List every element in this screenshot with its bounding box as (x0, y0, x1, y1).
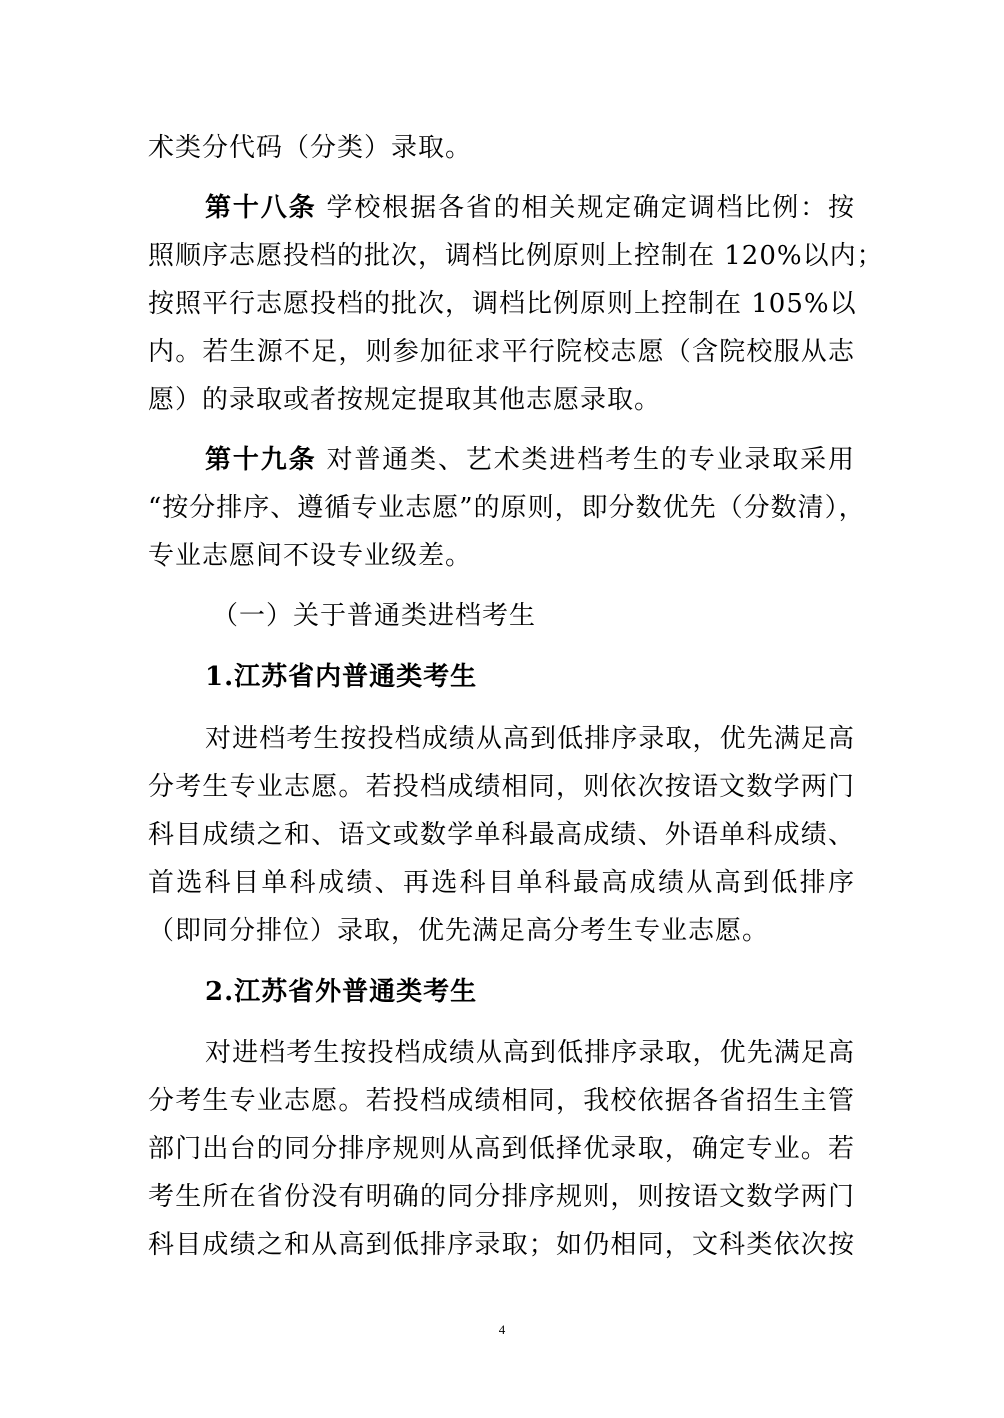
paragraph-line: “按分排序、遵循专业志愿”的原则，即分数优先（分数清）， (148, 493, 866, 523)
section-heading: （一）关于普通类进档考生 (212, 601, 537, 631)
paragraph-line: 首选科目单科成绩、再选科目单科最高成绩从高到低排序 (148, 868, 855, 898)
paragraph-line: 分考生专业志愿。若投档成绩相同，则依次按语文数学两门 (148, 772, 855, 802)
paragraph-line: 内。若生源不足，则参加征求平行院校志愿（含院校服从志 (148, 337, 855, 367)
page-number: 4 (498, 1322, 506, 1337)
paragraph-line: 对进档考生按投档成绩从高到低排序录取，优先满足高 (205, 724, 855, 754)
subsection-heading-1: 1.江苏省内普通类考生 (205, 662, 478, 692)
article-heading: 第十八条 (205, 193, 317, 223)
paragraph-line: 对进档考生按投档成绩从高到低排序录取，优先满足高 (205, 1038, 855, 1068)
article-text: 学校根据各省的相关规定确定调档比例：按 (316, 193, 855, 223)
paragraph-line: 分考生专业志愿。若投档成绩相同，我校依据各省招生主管 (148, 1086, 855, 1116)
paragraph-line: 愿）的录取或者按规定提取其他志愿录取。 (148, 385, 662, 415)
paragraph-line: （即同分排位）录取，优先满足高分考生专业志愿。 (148, 916, 770, 946)
paragraph-line: 按照平行志愿投档的批次，调档比例原则上控制在 105%以 (148, 289, 857, 319)
subsection-heading-2: 2.江苏省外普通类考生 (205, 977, 478, 1007)
article-text: 对普通类、艺术类进档考生的专业录取采用 (316, 445, 855, 475)
article-heading: 第十九条 (205, 445, 317, 475)
article-18-line (205, 191, 855, 225)
paragraph-line: 部门出台的同分排序规则从高到低择优录取，确定专业。若 (148, 1134, 855, 1164)
paragraph-line: 术类分代码（分类）录取。 (148, 133, 473, 163)
paragraph-line: 专业志愿间不设专业级差。 (148, 541, 473, 571)
paragraph-line: 科目成绩之和从高到低排序录取；如仍相同，文科类依次按 (148, 1230, 855, 1260)
paragraph-line: 科目成绩之和、语文或数学单科最高成绩、外语单科成绩、 (148, 820, 855, 850)
paragraph-line: 考生所在省份没有明确的同分排序规则，则按语文数学两门 (148, 1182, 855, 1212)
paragraph-line: 照顺序志愿投档的批次，调档比例原则上控制在 120%以内； (148, 241, 884, 271)
article-19-line (205, 443, 855, 477)
